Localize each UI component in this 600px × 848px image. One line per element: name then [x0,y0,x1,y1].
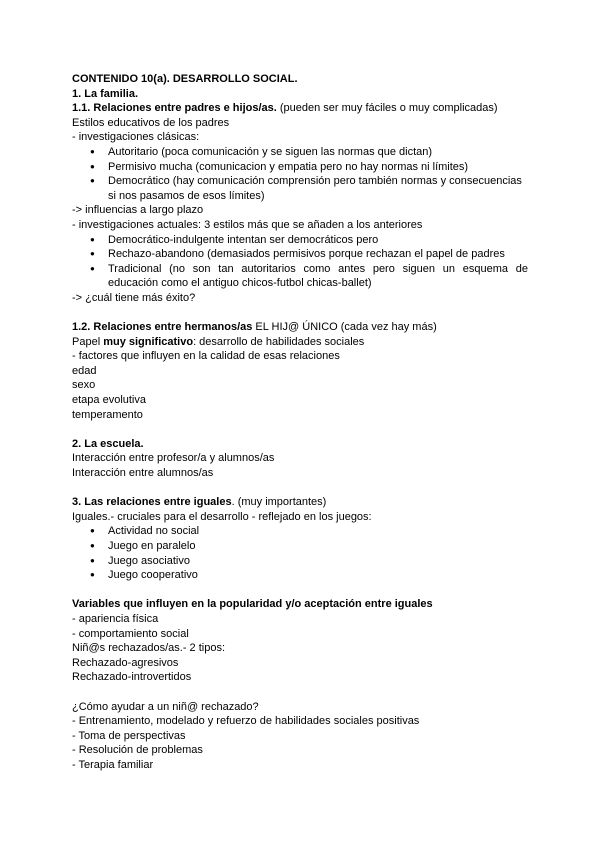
variables-line: Rechazado-introvertidos [72,671,192,684]
factores-line: - factores que influyen en la calidad de esas relaciones [72,350,340,363]
exito-line: -> ¿cuál tiene más éxito? [72,291,196,304]
list-item: ● Actividad no social [72,524,528,539]
papel-line: Papel muy significativo: desarrollo de habilidades sociales [72,335,365,348]
factor-item: edad [72,364,97,377]
actuales-label: - investigaciones actuales: 3 estilos más que se añaden a los anteriores [72,218,423,231]
section-1-1-heading: 1.1. Relaciones entre padres e hijos/as. (pueden ser muy fáciles o muy complicadas) [72,102,498,115]
variables-line: Niñ@s rechazados/as.- 2 tipos: [72,642,226,655]
actuales-list [72,233,528,291]
ayuda-line: - Resolución de problemas [72,744,203,757]
section-3-heading: 3. Las relaciones entre iguales. (muy importantes) [72,496,327,509]
list-item: ● Rechazo-abandono (demasiados permisivos porque rechazan el papel de padres [72,247,528,262]
section-1-heading: 1. La familia. [72,87,139,100]
variables-line: - apariencia física [72,612,159,625]
list-item: ● Tradicional (no son tan autoritarios como antes pero siguen un esquema de educación como el antiguo chicos-futbol chicas-ballet) [72,262,528,291]
section-2-heading: 2. La escuela. [72,437,144,450]
document-body [72,72,528,773]
escuela-line: Interacción entre alumnos/as [72,467,214,480]
factor-item: sexo [72,379,96,392]
factor-item: etapa evolutiva [72,394,146,407]
ayuda-line: - Entrenamiento, modelado y refuerzo de habilidades sociales positivas [72,715,420,728]
juegos-list [72,524,528,582]
document-title: CONTENIDO 10(a). DESARROLLO SOCIAL. [72,73,298,85]
clasicas-label: - investigaciones clásicas: [72,131,200,144]
list-item: ● Juego en paralelo [72,539,528,554]
list-item: ● Juego asociativo [72,554,528,569]
list-item: ● Permisivo mucha (comunicacion y empatia pero no hay normas ni límites) [72,160,528,175]
list-item: ● Democrático (hay comunicación comprensión pero también normas y consecuencias si nos pasamos de esos límites) [72,174,528,203]
ayuda-question: ¿Cómo ayudar a un niñ@ rechazado? [72,700,259,713]
clasicas-list [72,145,528,203]
list-item: ● Juego cooperativo [72,568,528,583]
ayuda-line: - Terapia familiar [72,758,154,771]
influencias-line: -> influencias a largo plazo [72,204,204,217]
ayuda-line: - Toma de perspectivas [72,729,186,742]
escuela-line: Interacción entre profesor/a y alumnos/as [72,452,275,465]
estilos-line: Estilos educativos de los padres [72,116,230,129]
list-item: ● Autoritario (poca comunicación y se siguen las normas que dictan) [72,145,528,160]
variables-heading: Variables que influyen en la popularidad y/o aceptación entre iguales [72,598,433,611]
iguales-line: Iguales.- cruciales para el desarrollo - reflejado en los juegos: [72,510,372,523]
section-1-2-heading: 1.2. Relaciones entre hermanos/as EL HIJ@ ÚNICO (cada vez hay más) [72,321,437,334]
variables-line: Rechazado-agresivos [72,656,179,669]
variables-line: - comportamiento social [72,627,189,640]
factor-item: temperamento [72,408,143,421]
list-item: ● Democrático-indulgente intentan ser democráticos pero [72,233,528,248]
